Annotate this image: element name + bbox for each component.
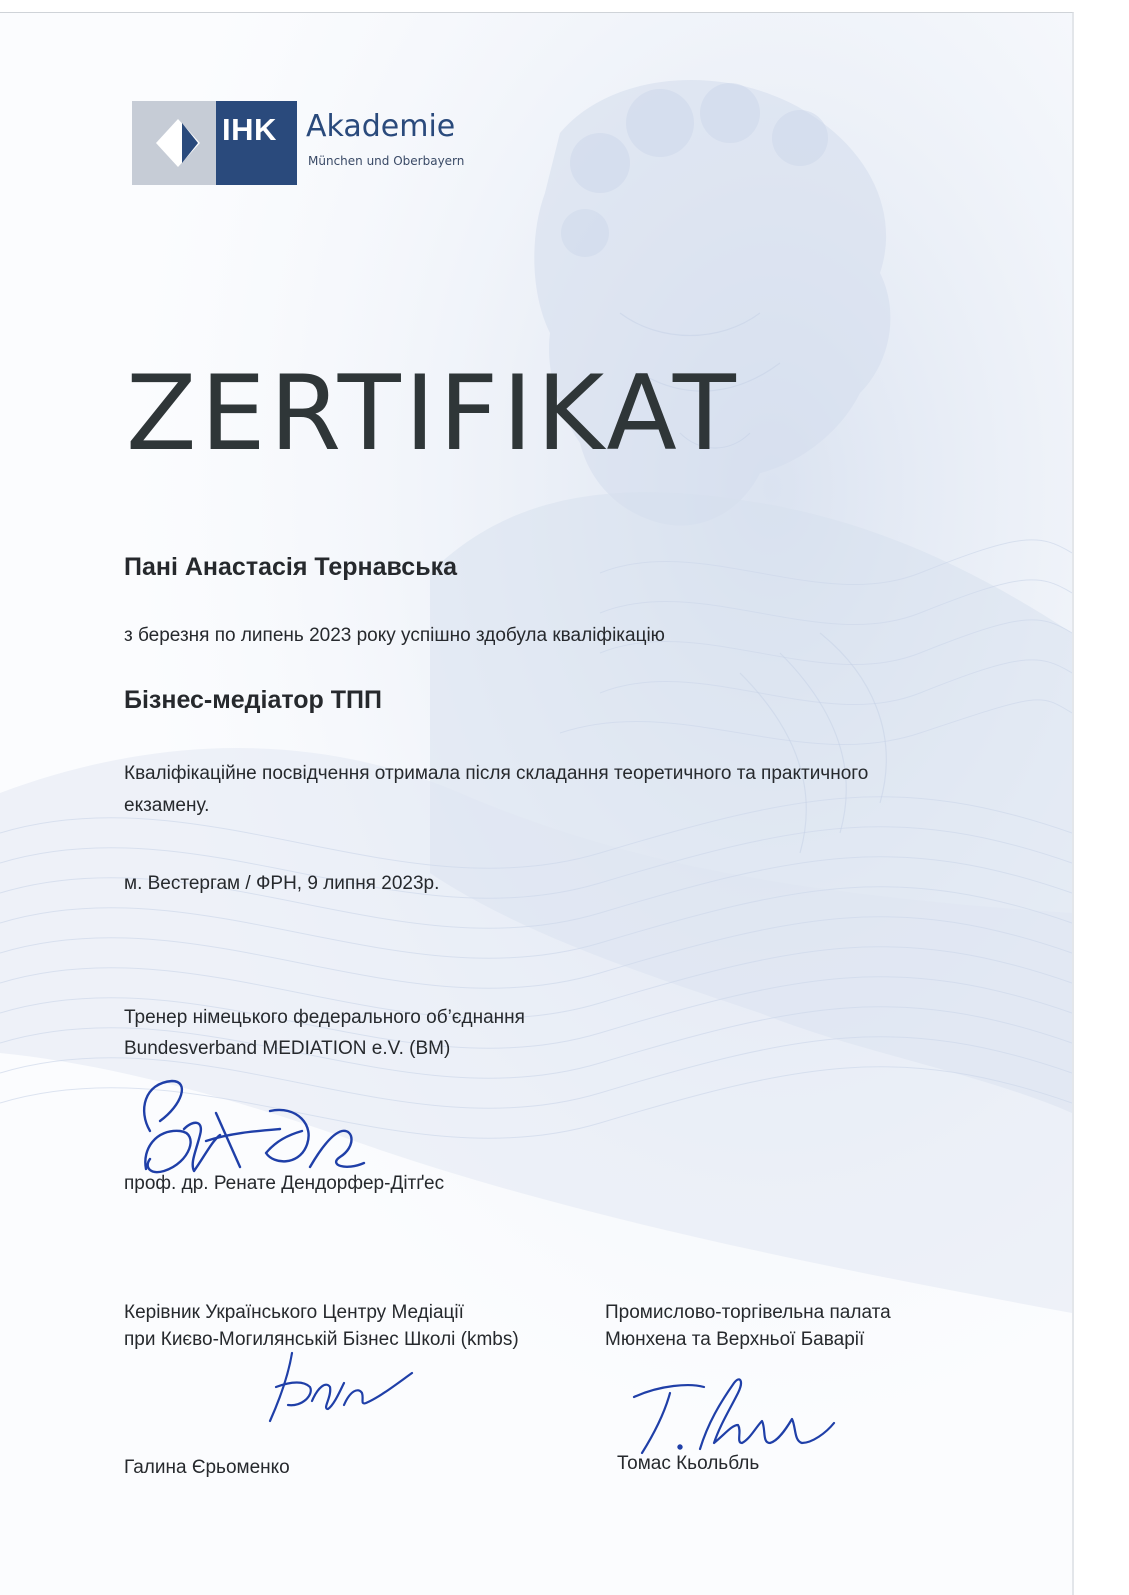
right-role-line1: Промислово-торгівельна палата <box>605 1302 891 1323</box>
right-signature <box>630 1363 840 1463</box>
ihk-akademie-logo <box>132 101 492 191</box>
right-role-line2: Мюнхена та Верхньої Баварії <box>605 1329 865 1350</box>
right-signatory-name: Томас Кьольбль <box>617 1453 760 1474</box>
right-signatory-role <box>605 1299 1025 1353</box>
diamond-icon <box>152 117 204 169</box>
logo-region: München und Oberbayern <box>308 154 465 168</box>
exam-text: Кваліфікаційне посвідчення отримала після складання теоретичного та практичного екзамену. <box>124 763 869 816</box>
trainer-role-line2: Bundesverband MEDIATION e.V. (BM) <box>124 1038 451 1059</box>
certificate-page <box>0 12 1074 1595</box>
left-signatory-role <box>124 1299 604 1353</box>
left-signature <box>262 1347 422 1427</box>
qualification-title: Бізнес-медіатор ТПП <box>124 686 382 714</box>
trainer-name: проф. др. Ренате Дендорфер-Дітґес <box>124 1173 445 1194</box>
left-signatory-name: Галина Єрьоменко <box>124 1457 290 1478</box>
period-text: з березня по липень 2023 року успішно здобула кваліфікацію <box>124 625 665 646</box>
left-role-line1: Керівник Українського Центру Медіації <box>124 1302 464 1323</box>
trainer-role <box>124 1002 824 1064</box>
certificate-title: ZERTIFIKAT <box>126 354 740 474</box>
logo-name: Akademie <box>306 109 456 144</box>
trainer-role-line1: Тренер німецького федерального об’єднання <box>124 1007 525 1028</box>
place-date: м. Вестергам / ФРН, 9 липня 2023р. <box>124 873 440 894</box>
left-role-line2: при Києво-Могилянській Бізнес Школі (kmbs) <box>124 1329 519 1350</box>
logo-brand: IHK <box>222 112 277 147</box>
recipient-name: Пані Анастасія Тернавська <box>124 553 457 581</box>
